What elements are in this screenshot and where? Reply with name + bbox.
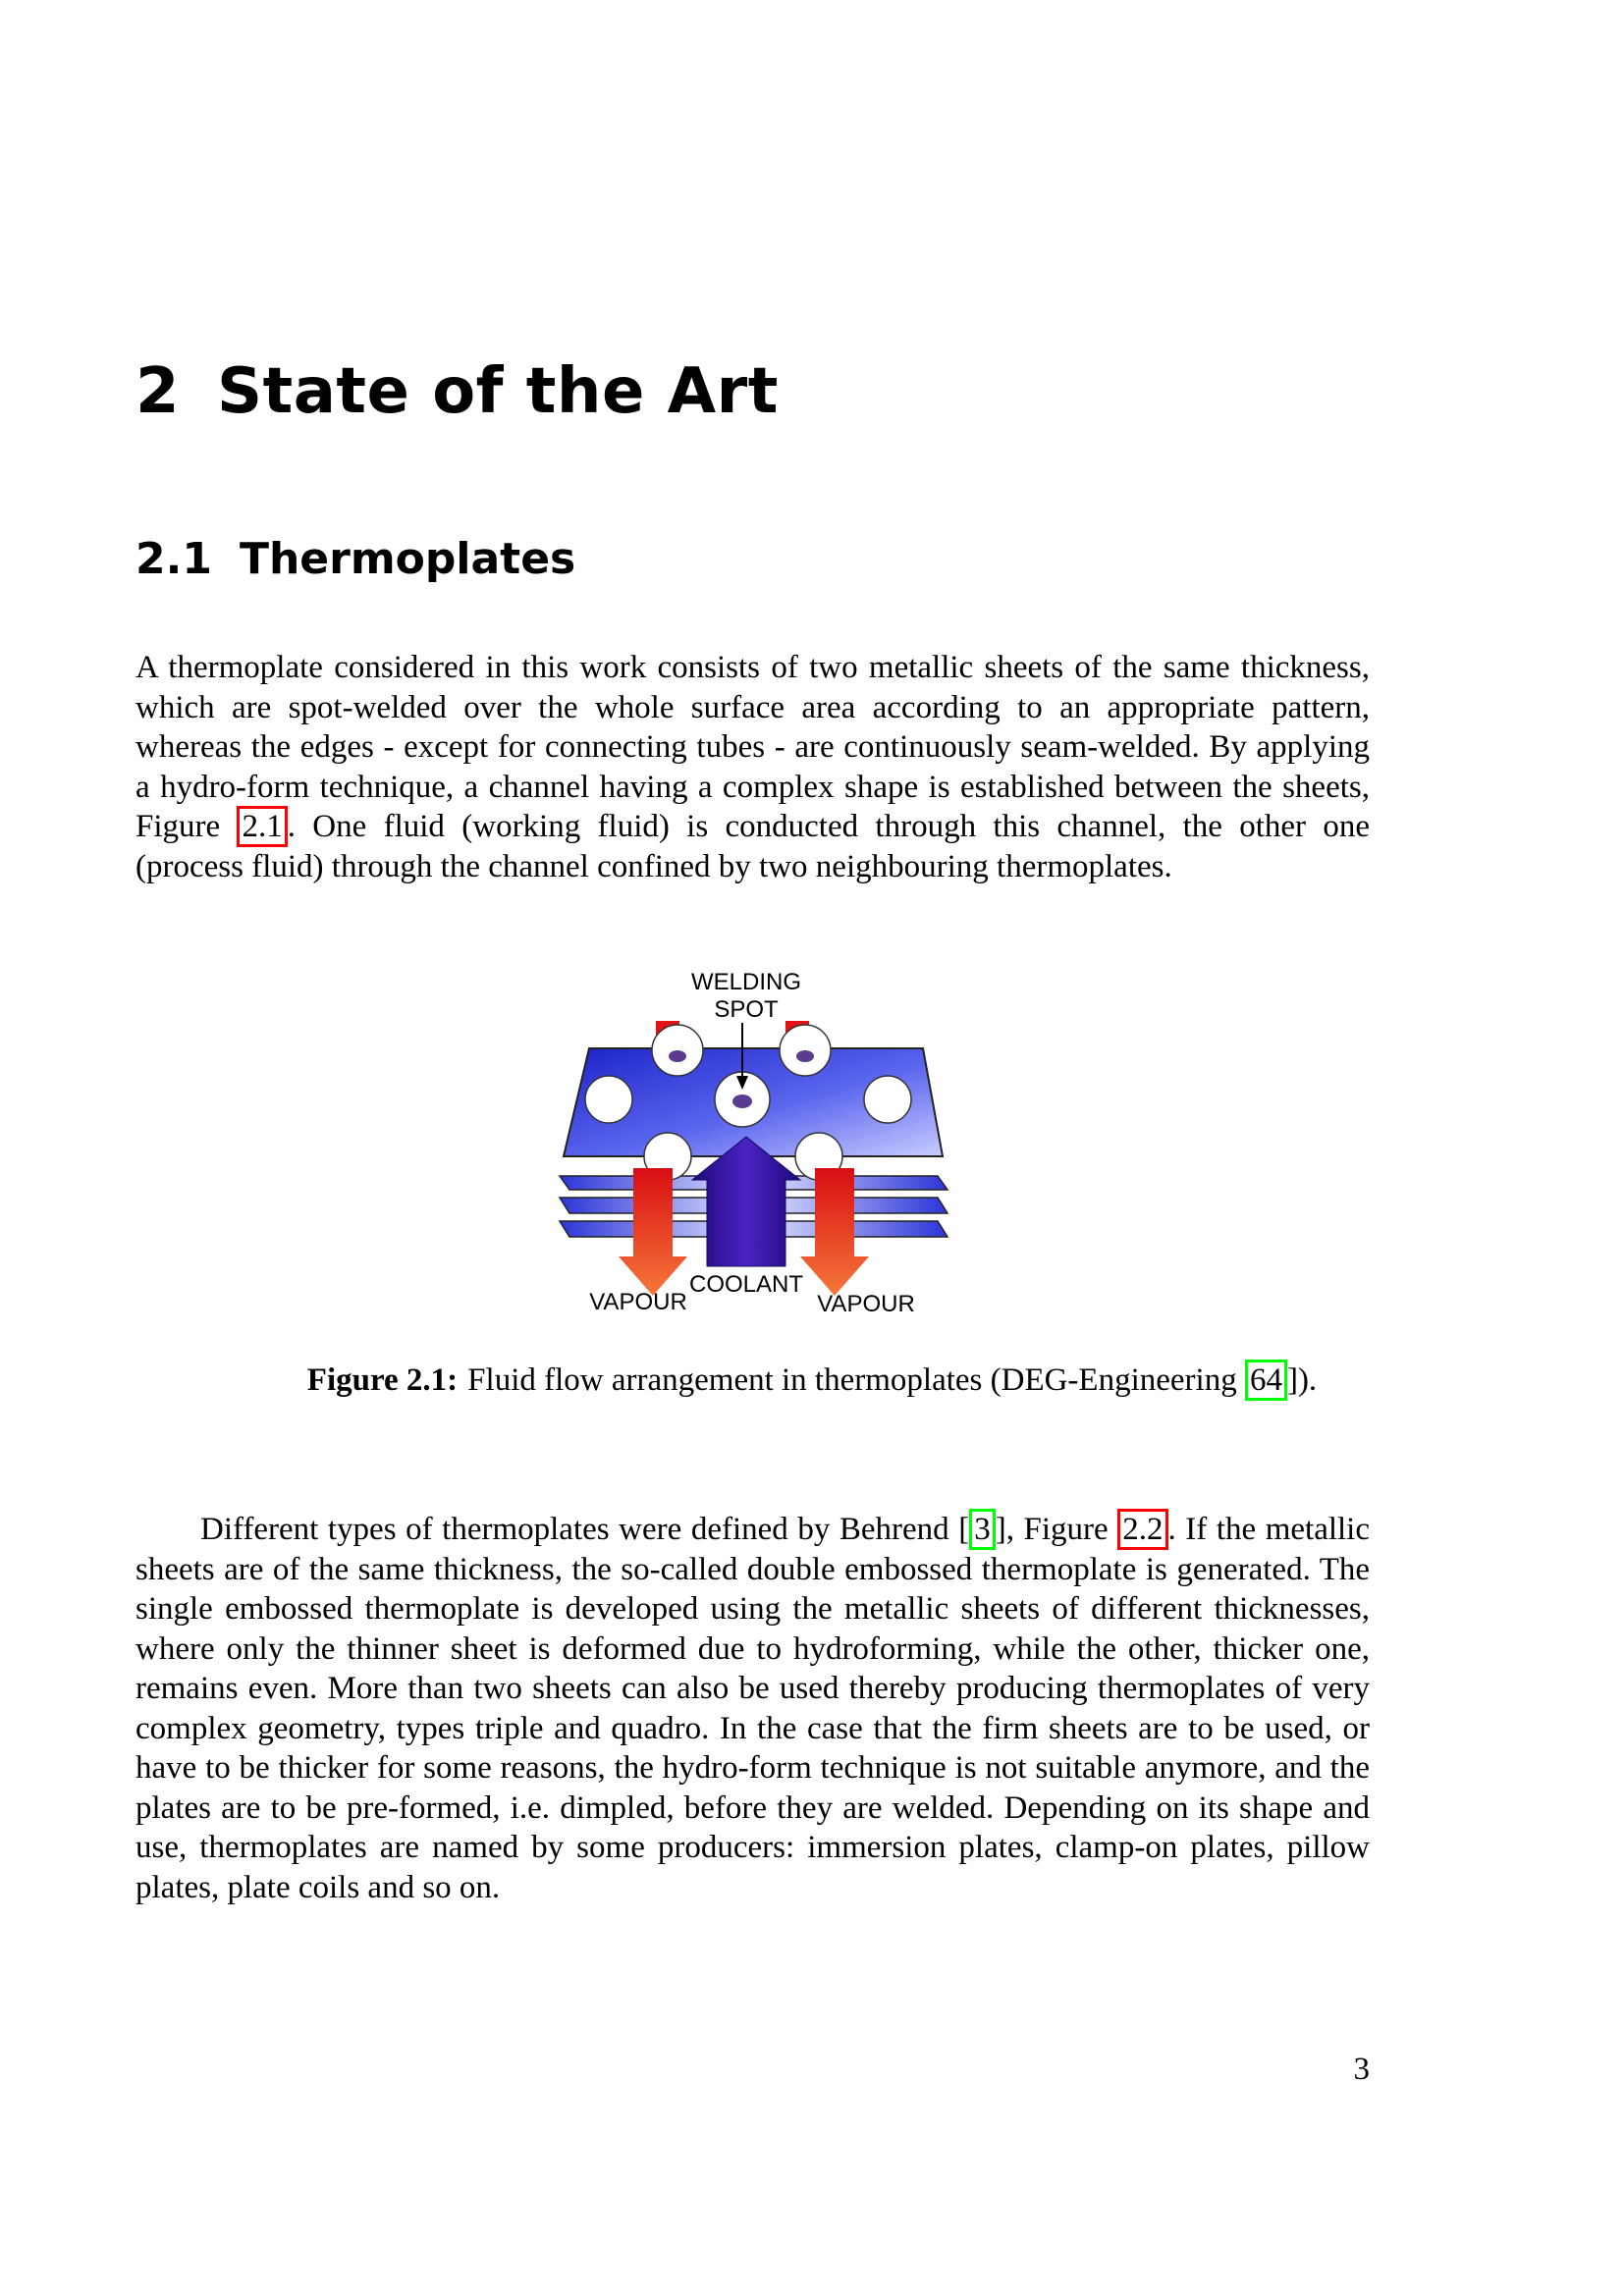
chapter-title: State of the Art	[217, 355, 779, 428]
paragraph-thermoplate-types	[135, 1510, 1370, 1907]
paragraph2-text-c: . If the metallic sheets are of the same thickness, the so-called double embossed thermoplate is generated. The single embossed thermoplate is developed using the metallic sheets of different thicknesses, where only the thinner sheet is deformed due to hydroforming, while the other, thicker one, remains even. More than two sheets can also be used thereby producing thermoplates of very complex geometry, types triple and quadro. In the case that the firm sheets are to be used, or have to be thicker for some reasons, the hydro-form technique is not suitable anymore, and the plates are to be pre-formed, i.e. dimpled, before they are welded. Depending on its shape and use, thermoplates are named by some producers: immersion plates, clamp-on plates, pillow plates, plate coils and so on.	[135, 1512, 1370, 1905]
citation-3-link[interactable]: 3	[969, 1509, 996, 1550]
caption-label: Figure 2.1:	[306, 1362, 459, 1398]
chapter-heading	[135, 355, 779, 428]
label-vapour-left: VAPOUR	[589, 1289, 687, 1315]
paragraph-thermoplate-definition	[135, 648, 1370, 886]
figure-caption	[0, 1361, 1624, 1400]
section-number: 2.1	[135, 534, 212, 584]
label-vapour-right: VAPOUR	[817, 1291, 915, 1317]
caption-text-a: Fluid flow arrangement in thermoplates (DEG-Engineering	[467, 1362, 1245, 1398]
figure-2-1-link[interactable]: 2.1	[237, 806, 287, 847]
figure-2-2-link[interactable]: 2.2	[1117, 1509, 1167, 1550]
paragraph2-text-b: ], Figure	[995, 1512, 1118, 1547]
label-coolant: COOLANT	[688, 1271, 804, 1298]
section-heading	[135, 534, 575, 584]
label-spot: SPOT	[714, 996, 779, 1023]
chapter-number: 2	[135, 355, 181, 428]
page-number: 3	[1353, 2052, 1370, 2087]
paragraph1-text-a: A thermoplate considered in this work consists of two metallic sheets of the same thickness, which are spot-welded over the whole surface area according to an appropriate pattern, whereas the edges - except for connecting tubes - are continuously seam-welded. By applying a hydro-form technique, a channel having a complex shape is established between the sheets, Figure	[135, 650, 1370, 844]
paragraph2-text-a: Different types of thermoplates were defined by Behrend [	[200, 1512, 970, 1547]
figure-thermoplate-flow	[550, 962, 952, 1325]
section-title: Thermoplates	[239, 534, 576, 584]
caption-text-b: ]).	[1286, 1362, 1318, 1398]
thermoplate-diagram	[550, 962, 952, 1325]
paragraph1-text-b: . One fluid (working fluid) is conducted through this channel, the other one (process fluid) through the channel confined by two neighbouring thermoplates.	[135, 809, 1370, 884]
label-welding: WELDING	[690, 969, 802, 995]
citation-64-link[interactable]: 64	[1245, 1360, 1287, 1401]
